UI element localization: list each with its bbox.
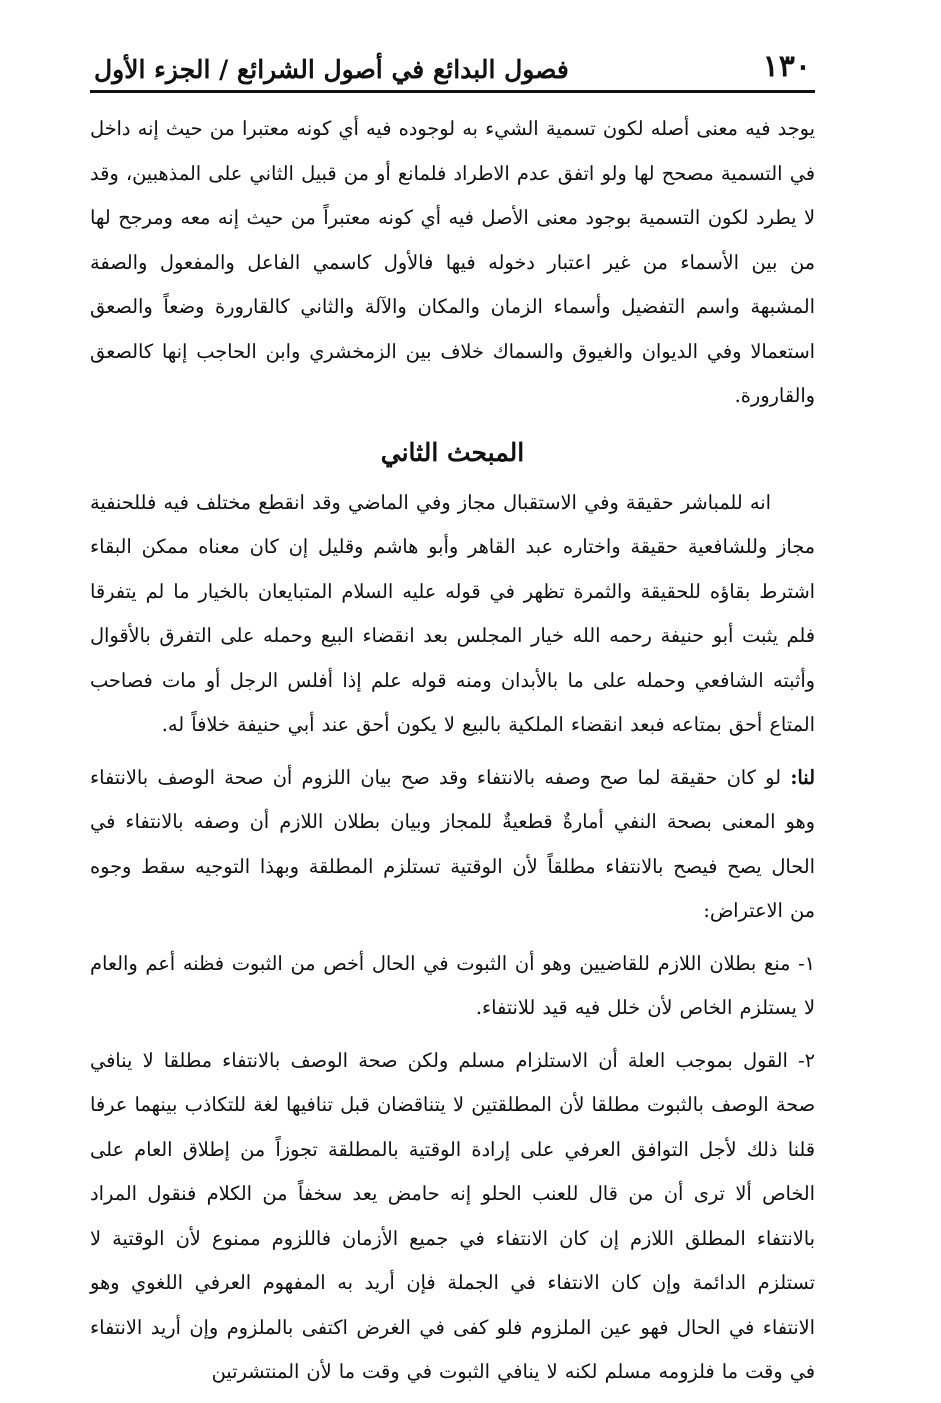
paragraph-argument [90, 756, 815, 934]
paragraph-objection-2: ٢- القول بموجب العلة أن الاستلزام مسلم ولكن صحة الوصف بالانتفاء مطلقا لا ينافي صحة الوصف بالثبوت مطلقا لأن المطلقتين لا يتناقضان قبل تنافيها لغة للتكاذب بينهما عرفا قلنا ذلك لأجل التوافق العرفي على إرادة الوقتية بالمطلقة تجوزاً من إطلاق العام على الخاص ألا ترى أن من قال للعنب الحلو إنه حامض يعد سخفاً من الكلام فنقول المراد بالانتفاء المطلق اللازم إن كان الانتفاء في جميع الأزمان فاللزوم ممنوع لأن الوقتية لا تستلزم الدائمة وإن كان الانتفاء في الجملة فإن أريد به المفهوم العرفي اللغوي وهو الانتفاء في الحال فهو عين الملزوم فلو كفى في الغرض اكتفى بالملزوم وإن أريد الانتفاء في وقت ما فلزومه مسلم لكنه لا ينافي الثبوت في وقت ما لأن المنتشرتين [90, 1048, 815, 1383]
page-body [90, 107, 815, 1395]
argument-text: لو كان حقيقة لما صح وصفه بالانتفاء وقد صح بيان اللزوم أن صحة الوصف بالانتفاء وهو المعنى بصحة النفي أمارةٌ قطعيةٌ للمجاز وبيان بطلان اللازم أن وصفه بالانتفاء في الحال يصح فيصح بالانتفاء مطلقاً لأن الوقتية تستلزم المطلقة وبهذا التوجيه سقط وجوه من الاعتراض: [90, 765, 815, 922]
paragraph-objection-1: ١- منع بطلان اللازم للقاضيين وهو أن الثبوت في الحال أخص من الثبوت فظنه أعم والعام لا يستلزم الخاص لأن خلل فيه قيد للانتفاء. [90, 951, 815, 1019]
paragraph-continuation: يوجد فيه معنى أصله لكون تسمية الشيء به لوجوده فيه أي كونه معتبرا من حيث إنه داخل في التسمية مصحح لها ولو اتفق عدم الاطراد فلمانع أو من قبيل الثاني على المذهبين، وقد لا يطرد لكون التسمية بوجود معنى الأصل فيه أي كونه معتبراً من حيث إنه معه ومرجح لها من بين الأسماء من غير اعتبار دخوله فيها فالأول كاسمي الفاعل والمفعول والصفة المشبهة واسم التفضيل وأسماء الزمان والمكان والآلة والثاني كالقارورة وضعاً والصعق استعمالا وفي الديوان والغيوق والسماك خلاف بين الزمخشري وابن الحاجب إنها كالصعق والقارورة. [90, 117, 815, 407]
page-header [90, 40, 815, 93]
book-page [90, 40, 815, 1403]
section-heading: المبحث الثاني [380, 437, 525, 467]
argument-lead-label: لنا: [790, 765, 815, 789]
page-number: ١٣٠ [762, 49, 811, 84]
paragraph-section-intro: انه للمباشر حقيقة وفي الاستقبال مجاز وفي الماضي وقد انقطع مختلف فيه فللحنفية مجاز وللشافعية حقيقة واختاره عبد القاهر وأبو هاشم وقليل إن كان معناه ممكن البقاء اشترط بقاؤه للحقيقة والثمرة تظهر في قوله عليه السلام المتبايعان بالخيار ما لم يتفرقا فلم يثبت أبو حنيفة رحمه الله خيار المجلس بعد انقضاء البيع وحمله على التفرق بالأقوال وأثبته الشافعي وحمله على ما بالأبدان ومنه قوله علم إذا أفلس الرجل أو مات فصاحب المتاع أحق بمتاعه فبعد انقضاء الملكية بالبيع لا يكون أحق عند أبي حنيفة خلافاً له. [90, 490, 815, 736]
running-title: فصول البدائع في أصول الشرائع / الجزء الأول [94, 55, 569, 84]
